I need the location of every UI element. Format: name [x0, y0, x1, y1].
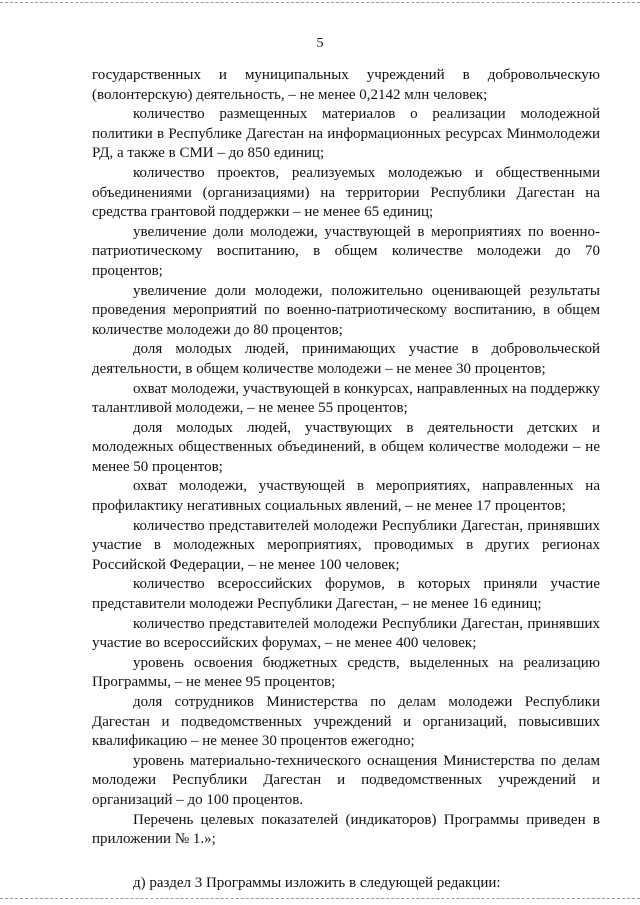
- paragraph: увеличение доли молодежи, положительно оценивающей результаты проведения мероприятий по военно-патриотическому воспитанию, в общем количестве молодежи до 80 процентов;: [92, 282, 600, 338]
- paragraph: количество представителей молодежи Республики Дагестан, принявших участие во всероссийских форумах, – не менее 400 человек;: [92, 615, 600, 652]
- paragraph-continuation: государственных и муниципальных учреждений в добровольческую (волонтерскую) деятельность, – не менее 0,2142 млн человек;: [92, 67, 600, 103]
- page-number: 5: [316, 36, 324, 51]
- paragraph: охват молодежи, участвующей в конкурсах, направленных на поддержку талантливой молодежи, – не менее 55 процентов;: [92, 380, 600, 417]
- paragraph: количество проектов, реализуемых молодежью и общественными объединениями (организациями) на территории Республики Дагестан на средства грантовой поддержки – не менее 65 единиц;: [92, 164, 600, 221]
- document-body: [92, 66, 600, 893]
- paragraph-summary: Перечень целевых показателей (индикаторов) Программы приведен в приложении № 1.»;: [92, 811, 600, 848]
- paragraph: увеличение доли молодежи, участвующей в мероприятиях по военно-патриотическому воспитанию, в общем количестве молодежи до 70 процентов;: [92, 223, 600, 279]
- paragraph: уровень освоения бюджетных средств, выделенных на реализацию Программы, – не менее 95 процентов;: [92, 654, 600, 691]
- paragraph: количество размещенных материалов о реализации молодежной политики в Республике Дагестан на информационных ресурсах Минмолодежи РД, а также в СМИ – до 850 единиц;: [92, 106, 600, 162]
- scan-edge-bottom: [0, 898, 640, 901]
- section-instruction: д) раздел 3 Программы изложить в следующей редакции:: [133, 874, 501, 891]
- scan-edge-top: [0, 2, 640, 5]
- paragraph: доля молодых людей, участвующих в деятельности детских и молодежных общественных объединений, в общем количестве молодежи – не менее 50 процентов;: [92, 419, 600, 475]
- paragraph: количество представителей молодежи Республики Дагестан, принявших участие в молодежных мероприятиях, проводимых в других регионах Российской Федерации, – не менее 100 человек;: [92, 517, 600, 573]
- paragraph: доля сотрудников Министерства по делам молодежи Республики Дагестан и подведомственных учреждений и организаций, повысивших квалификацию – не менее 30 процентов ежегодно;: [92, 694, 600, 750]
- paragraph: уровень материально-технического оснащения Министерства по делам молодежи Республики Дагестан и подведомственных учреждений и организаций – до 100 процентов.: [92, 752, 600, 808]
- paragraph: охват молодежи, участвующей в мероприятиях, направленных на профилактику негативных социальных явлений, – не менее 17 процентов;: [92, 478, 600, 515]
- paragraph: количество всероссийских форумов, в которых приняли участие представители молодежи Республики Дагестан, – не менее 16 единиц;: [92, 576, 600, 613]
- paragraph: доля молодых людей, принимающих участие в добровольческой деятельности, в общем количестве молодежи – не менее 30 процентов;: [92, 341, 600, 377]
